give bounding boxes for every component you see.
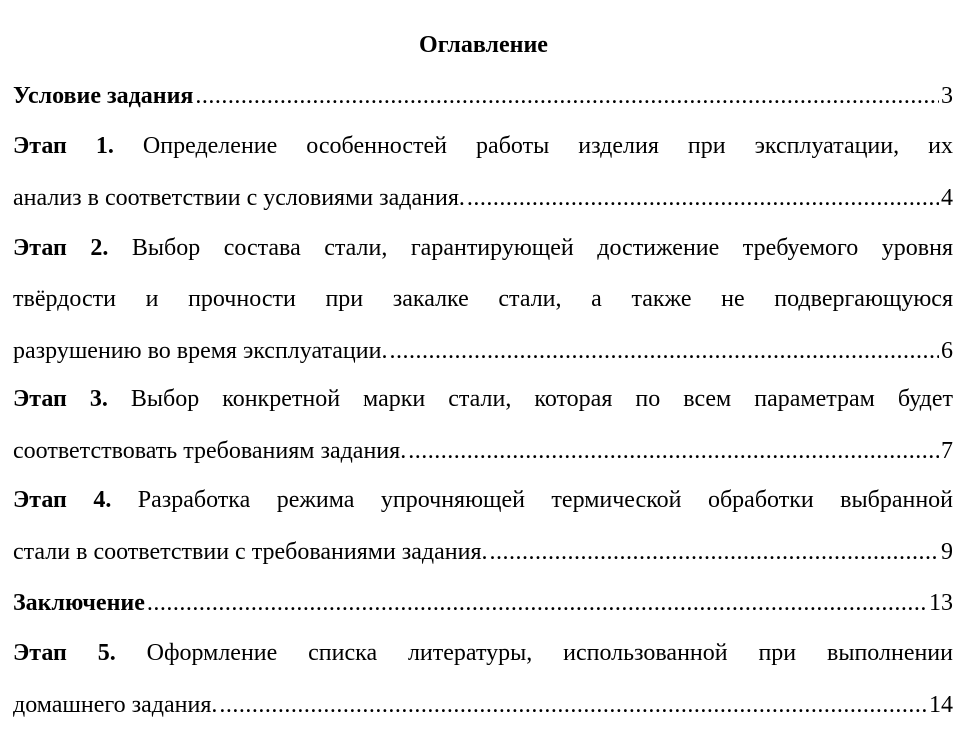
- toc-line: [13, 68, 953, 119]
- toc-entry-text: Выбор конкретной марки стали, которая по всем параметрам будет: [107, 386, 953, 412]
- dot-leader: [195, 83, 939, 110]
- toc-line: [13, 423, 953, 474]
- toc-entry-text: Разработка режима упрочняющей термической обработки выбранной: [111, 487, 953, 513]
- toc-entry-text: анализ в соответствии с условиями задания.: [13, 185, 465, 211]
- toc-line: [13, 170, 953, 221]
- toc-line: [13, 221, 953, 272]
- dot-leader: [490, 539, 939, 566]
- toc-entry-text: разрушению во время эксплуатации.: [13, 338, 388, 364]
- dot-leader: [389, 338, 939, 365]
- toc-line: [13, 677, 953, 728]
- toc-line: [13, 372, 953, 423]
- toc-entry-heading: Этап 4.: [13, 487, 112, 513]
- dot-leader: [408, 438, 939, 465]
- toc-page-number: 9: [941, 539, 953, 565]
- toc-entry-heading: Этап 3.: [13, 386, 108, 412]
- toc-line: [13, 626, 953, 677]
- toc-line: [13, 473, 953, 524]
- toc-entry-text: стали в соответствии с требованиями задания.: [13, 539, 488, 565]
- toc-entry-text: Оформление списка литературы, использованной при выполнении: [115, 640, 953, 666]
- toc-page-number: 7: [941, 438, 953, 464]
- toc-line: [13, 272, 953, 323]
- toc-entry-heading: Условие задания: [13, 83, 194, 109]
- toc-title: Оглавление: [419, 32, 548, 58]
- toc-entry-stage-5[interactable]: [13, 626, 953, 728]
- toc-line: [13, 323, 953, 374]
- toc-page-number: 13: [929, 590, 953, 616]
- toc-page-number: 3: [941, 83, 953, 109]
- toc-entry-text: Определение особенностей работы изделия при эксплуатации, их: [113, 133, 953, 159]
- dot-leader: [467, 185, 939, 212]
- toc-entry-stage-2[interactable]: [13, 221, 953, 374]
- toc-line: [13, 119, 953, 170]
- toc-entry-task[interactable]: [13, 68, 953, 119]
- toc-entry-text: соответствовать требованиям задания.: [13, 438, 407, 464]
- dot-leader: [219, 692, 927, 719]
- toc-line: [13, 524, 953, 575]
- toc-entry-text: твёрдости и прочности при закалке стали, а также не подвергающуюся: [13, 286, 953, 312]
- dot-leader: [147, 590, 927, 617]
- toc-entry-stage-4[interactable]: [13, 473, 953, 575]
- toc-entry-stage-1[interactable]: [13, 119, 953, 221]
- toc-entry-heading: Этап 1.: [13, 133, 114, 159]
- toc-page-number: 4: [941, 185, 953, 211]
- toc-entry-heading: Этап 2.: [13, 235, 109, 261]
- toc-entry-heading: Этап 5.: [13, 640, 116, 666]
- toc-page-number: 14: [929, 692, 953, 718]
- toc-entry-text: Выбор состава стали, гарантирующей достижение требуемого уровня: [108, 235, 953, 261]
- toc-entry-heading: Заключение: [13, 590, 145, 616]
- toc-page-number: 6: [941, 338, 953, 364]
- toc-entry-stage-3[interactable]: [13, 372, 953, 474]
- toc-entry-text: домашнего задания.: [13, 692, 218, 718]
- toc-line: [13, 575, 953, 626]
- toc-entry-conclusion[interactable]: [13, 575, 953, 626]
